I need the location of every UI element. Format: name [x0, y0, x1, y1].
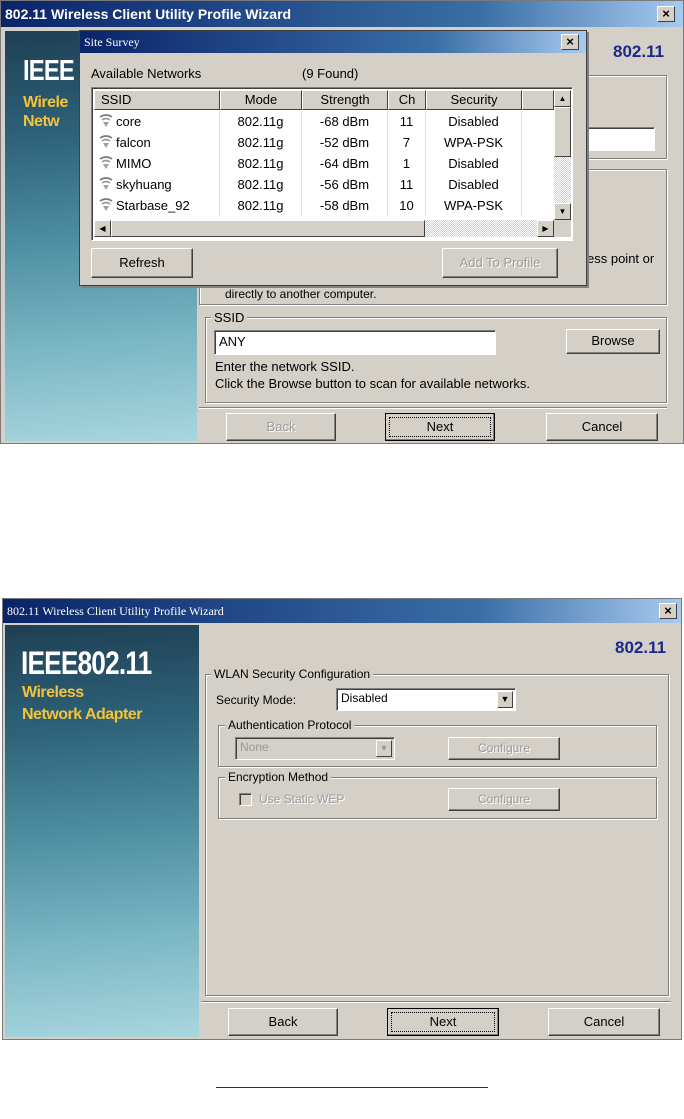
ssid-help-line-2: Click the Browse button to scan for available networks. — [215, 376, 531, 391]
cell-strength: -52 dBm — [302, 132, 388, 153]
cell-channel: 11 — [388, 174, 426, 195]
cell-ssid: Starbase_92 — [94, 195, 220, 216]
side-wireless-text: Wirele — [23, 94, 68, 111]
ssid-group-label: SSID — [211, 310, 247, 325]
cell-strength: -64 dBm — [302, 153, 388, 174]
wizard-1-close-button[interactable]: × — [657, 6, 675, 22]
encryption-configure-button[interactable]: Configure — [448, 788, 560, 811]
networks-found-count: (9 Found) — [302, 66, 359, 81]
profile-wizard-window-2 — [2, 598, 682, 1040]
refresh-button[interactable]: Refresh — [91, 248, 193, 278]
network-row[interactable] — [94, 111, 554, 132]
security-mode-select[interactable] — [336, 688, 516, 711]
chevron-down-icon[interactable]: ▼ — [376, 740, 392, 757]
column-header-strength[interactable]: Strength — [302, 90, 388, 110]
wizard-2-cancel-button[interactable]: Cancel — [548, 1008, 660, 1036]
cell-security: WPA-PSK — [426, 195, 522, 216]
wizard-2-separator — [201, 1001, 671, 1003]
cell-security: Disabled — [426, 111, 522, 132]
scrollbar-corner — [554, 220, 571, 237]
wizard-1-hidden-field[interactable] — [585, 127, 655, 151]
wlan-security-group-label: WLAN Security Configuration — [211, 667, 373, 681]
use-static-wep-label: Use Static WEP — [259, 792, 345, 806]
cell-channel: 11 — [388, 111, 426, 132]
auth-protocol-select[interactable] — [235, 737, 395, 760]
cell-mode: 802.11g — [220, 174, 302, 195]
networks-list[interactable] — [91, 87, 573, 241]
network-row[interactable] — [94, 195, 554, 216]
cell-security: WPA-PSK — [426, 132, 522, 153]
auth-configure-button[interactable]: Configure — [448, 737, 560, 760]
wizard-1-cancel-button[interactable]: Cancel — [546, 413, 658, 441]
network-row[interactable] — [94, 153, 554, 174]
wizard-1-brand-label: 802.11 — [613, 42, 665, 61]
bottom-divider-line — [216, 1087, 488, 1088]
scroll-right-arrow-icon[interactable]: ▶ — [537, 220, 554, 237]
auth-protocol-group-label: Authentication Protocol — [225, 718, 354, 732]
site-survey-title-bar[interactable]: Site Survey — [80, 31, 586, 53]
vertical-scroll-thumb[interactable] — [554, 107, 571, 157]
ssid-input[interactable]: ANY — [214, 330, 496, 355]
column-header-mode[interactable]: Mode — [220, 90, 302, 110]
cell-security: Disabled — [426, 153, 522, 174]
scroll-left-arrow-icon[interactable]: ◀ — [94, 220, 111, 237]
wizard-1-partial-text-1: ess point or — [587, 251, 655, 266]
side-ieee80211-text: IEEE802.11 — [21, 645, 152, 681]
site-survey-close-button[interactable]: × — [561, 34, 579, 50]
wizard-2-back-button[interactable]: Back — [228, 1008, 338, 1036]
cell-strength: -56 dBm — [302, 174, 388, 195]
cell-strength: -58 dBm — [302, 195, 388, 216]
column-header-extra[interactable] — [522, 90, 554, 110]
network-row[interactable] — [94, 132, 554, 153]
ssid-help-line-1: Enter the network SSID. — [215, 359, 355, 374]
wizard-1-next-button[interactable]: Next — [385, 413, 495, 441]
scroll-up-arrow-icon[interactable]: ▲ — [554, 90, 571, 107]
security-mode-value: Disabled — [341, 691, 388, 705]
cell-ssid: core — [94, 111, 220, 132]
add-to-profile-button[interactable]: Add To Profile — [442, 248, 558, 278]
wizard-2-next-button[interactable]: Next — [387, 1008, 499, 1036]
cell-mode: 802.11g — [220, 195, 302, 216]
cell-ssid: skyhuang — [94, 174, 220, 195]
wizard-2-title-bar[interactable]: 802.11 Wireless Client Utility Profile Wizard — [3, 599, 681, 623]
cell-security: Disabled — [426, 174, 522, 195]
side-wireless-text-2: Wireless — [22, 684, 84, 701]
cell-ssid: falcon — [94, 132, 220, 153]
use-static-wep-checkbox[interactable] — [239, 793, 252, 806]
encryption-method-group-label: Encryption Method — [225, 770, 331, 784]
cell-channel: 1 — [388, 153, 426, 174]
wizard-1-back-button[interactable]: Back — [226, 413, 336, 441]
available-networks-label: Available Networks — [91, 66, 202, 81]
cell-mode: 802.11g — [220, 111, 302, 132]
scroll-down-arrow-icon[interactable]: ▼ — [554, 203, 571, 220]
horizontal-scroll-thumb[interactable] — [111, 220, 425, 237]
wizard-1-partial-text-2: directly to another computer. — [225, 287, 377, 301]
cell-channel: 7 — [388, 132, 426, 153]
cell-mode: 802.11g — [220, 132, 302, 153]
side-network-text: Netw — [23, 113, 60, 130]
chevron-down-icon[interactable]: ▼ — [497, 691, 513, 708]
column-header-ch[interactable]: Ch — [388, 90, 426, 110]
security-mode-label: Security Mode: — [216, 693, 297, 707]
wizard-1-separator — [199, 407, 667, 409]
wizard-1-title-bar[interactable]: 802.11 Wireless Client Utility Profile Wizard — [1, 1, 683, 27]
site-survey-dialog — [79, 30, 587, 286]
wizard-2-close-button[interactable]: × — [659, 603, 677, 619]
network-row[interactable] — [94, 174, 554, 195]
auth-protocol-value: None — [240, 740, 269, 754]
side-ieee-text: IEEE — [23, 55, 74, 87]
side-network-adapter-text: Network Adapter — [22, 706, 142, 723]
browse-button[interactable]: Browse — [566, 329, 660, 354]
column-header-security[interactable]: Security — [426, 90, 522, 110]
wizard-2-brand-label: 802.11 — [615, 638, 667, 657]
wizard-2-side-banner — [5, 625, 199, 1037]
column-header-ssid[interactable]: SSID — [94, 90, 220, 110]
cell-ssid: MIMO — [94, 153, 220, 174]
cell-mode: 802.11g — [220, 153, 302, 174]
cell-strength: -68 dBm — [302, 111, 388, 132]
cell-channel: 10 — [388, 195, 426, 216]
